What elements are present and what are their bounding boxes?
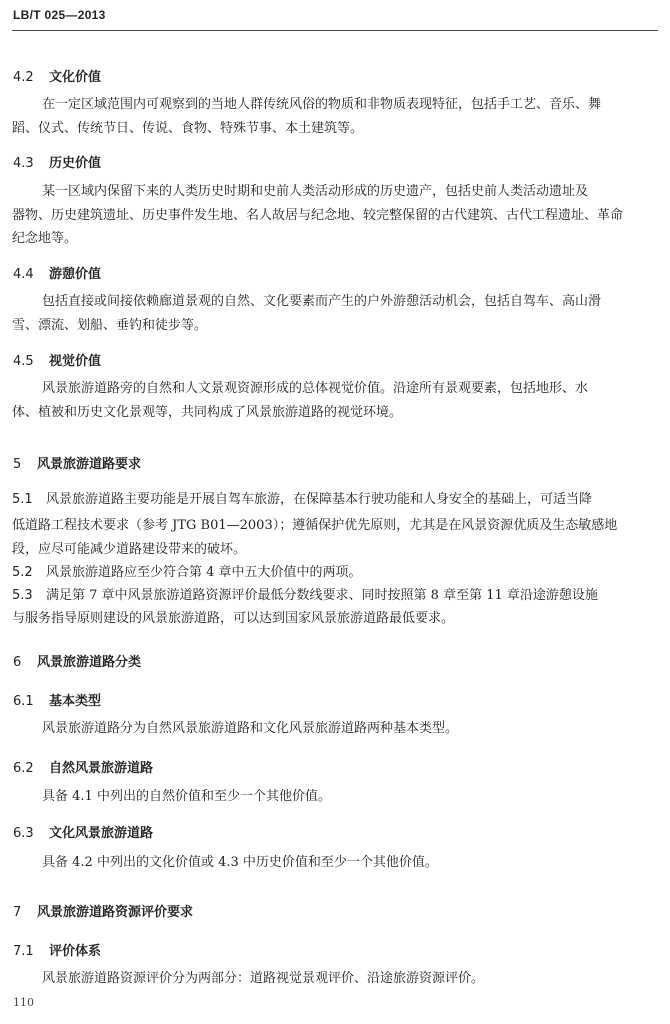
clause-number: 5.2: [12, 565, 33, 580]
section-body-4-5: [12, 377, 658, 424]
standard-code: LB/T 025—2013: [13, 8, 106, 22]
clause-5-1: [12, 488, 662, 507]
section-body-6-2: [12, 785, 658, 809]
clause-5-3-cont: [12, 607, 662, 626]
section-body-6-1: [12, 717, 658, 741]
chapter-heading-5: [13, 453, 141, 472]
section-number: 6.1: [13, 694, 34, 709]
section-number: 6.3: [13, 826, 34, 841]
section-heading-4-5: [13, 350, 101, 369]
section-heading-6-1: [13, 690, 101, 709]
text-line: 段，应尽可能减少道路建设带来的破坏。: [12, 542, 247, 557]
text-line: 纪念地等。: [12, 231, 78, 246]
text-line: 低道路工程技术要求（参考 JTG B01—2003）；遵循保护优先原则，尤其是在风景资源优质及生态敏感地: [12, 518, 618, 533]
section-title: 文化风景旅游道路: [49, 826, 154, 841]
clause-5-1-cont: [12, 514, 662, 533]
section-number: 4.3: [13, 156, 34, 171]
chapter-number: 7: [13, 905, 22, 920]
section-title: 历史价值: [49, 156, 102, 171]
section-title: 基本类型: [49, 694, 102, 709]
text-line: 器物、历史建筑遗址、历史事件发生地、名人故居与纪念地、较完整保留的古代建筑、古代工程遗址、革命: [12, 207, 624, 223]
section-title: 文化价值: [49, 70, 102, 85]
section-body-4-4: [12, 290, 658, 337]
section-body-7-1: [12, 967, 658, 991]
page-number: 110: [13, 996, 34, 1009]
text-line: 具备 4.1 中列出的自然价值和至少一个其他价值。: [42, 789, 331, 804]
chapter-title: 风景旅游道路资源评价要求: [37, 905, 194, 920]
text-line: 与服务指导原则建设的风景旅游道路，可以达到国家风景旅游道路最低要求。: [12, 611, 455, 626]
section-number: 4.2: [13, 70, 34, 85]
text-line: 满足第 7 章中风景旅游道路资源评价最低分数线要求、同时按照第 8 章至第 11 章沿途游憩设施: [46, 588, 598, 603]
text-line: 在一定区域范围内可观察到的当地人群传统风俗的物质和非物质表现特征，包括手工艺、音乐、舞: [42, 97, 602, 112]
chapter-title: 风景旅游道路要求: [37, 457, 142, 472]
section-title: 游憩价值: [49, 267, 102, 282]
clause-number: 5.3: [12, 588, 33, 603]
section-number: 4.5: [13, 354, 34, 369]
text-line: 体、植被和历史文化景观等，共同构成了风景旅游道路的视觉环境。: [12, 404, 403, 420]
section-title: 评价体系: [49, 944, 102, 959]
text-line: 风景旅游道路主要功能是开展自驾车旅游，在保障基本行驶功能和人身安全的基础上，可适当降: [46, 492, 593, 507]
section-number: 6.2: [13, 761, 34, 776]
text-line: 风景旅游道路资源评价分为两部分：道路视觉景观评价、沿途旅游资源评价。: [42, 971, 485, 986]
section-heading-4-3: [13, 152, 101, 171]
text-line: 包括直接或间接依赖廊道景观的自然、文化要素而产生的户外游憩活动机会，包括自驾车、高山滑: [42, 294, 602, 309]
text-line: 具备 4.2 中列出的文化价值或 4.3 中历史价值和至少一个其他价值。: [42, 855, 438, 870]
section-title: 自然风景旅游道路: [49, 761, 154, 776]
section-heading-4-2: [13, 66, 101, 85]
section-body-6-3: [12, 851, 658, 875]
text-line: 某一区域内保留下来的人类历史时期和史前人类活动形成的历史遗产，包括史前人类活动遗址及: [42, 184, 589, 199]
clause-5-1-cont: [12, 538, 662, 557]
chapter-heading-6: [13, 651, 141, 670]
text-line: 风景旅游道路旁的自然和人文景观资源形成的总体视觉价值。沿途所有景观要素，包括地形、水: [42, 381, 589, 396]
section-heading-6-3: [13, 822, 153, 841]
section-body-4-3: [12, 180, 658, 251]
clause-5-2: [12, 561, 662, 580]
chapter-heading-7: [13, 901, 193, 920]
clause-5-3: [12, 584, 662, 603]
chapter-number: 5: [13, 457, 22, 472]
section-number: 7.1: [13, 944, 34, 959]
clause-number: 5.1: [12, 492, 33, 507]
section-heading-4-4: [13, 263, 101, 282]
section-title: 视觉价值: [49, 354, 102, 369]
header-rule: [12, 30, 658, 31]
text-line: 风景旅游道路分为自然风景旅游道路和文化风景旅游道路两种基本类型。: [42, 721, 459, 736]
text-line: 风景旅游道路应至少符合第 4 章中五大价值中的两项。: [46, 565, 362, 580]
section-number: 4.4: [13, 267, 34, 282]
section-heading-7-1: [13, 940, 101, 959]
section-heading-6-2: [13, 757, 153, 776]
text-line: 雪、漂流、划船、垂钓和徒步等。: [12, 317, 208, 333]
chapter-number: 6: [13, 655, 22, 670]
chapter-title: 风景旅游道路分类: [37, 655, 142, 670]
section-body-4-2: [12, 93, 658, 140]
text-line: 蹈、仪式、传统节日、传说、食物、特殊节事、本土建筑等。: [12, 120, 364, 136]
